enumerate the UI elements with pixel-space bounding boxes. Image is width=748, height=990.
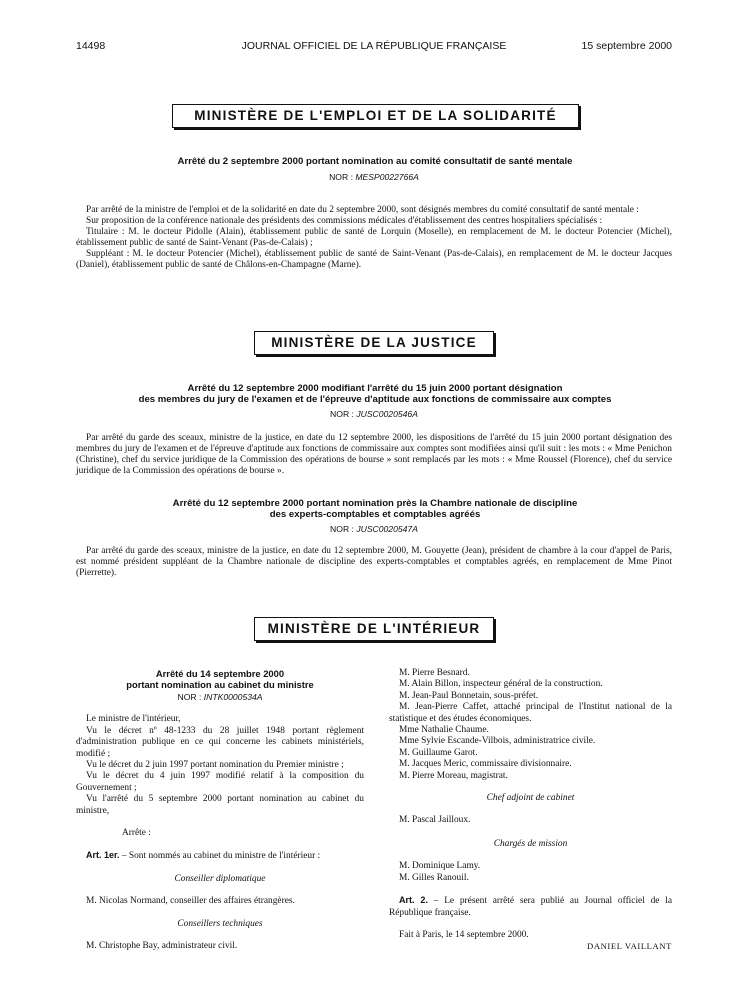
appointee-line: M. Pierre Besnard. bbox=[399, 668, 470, 678]
appointee-line: M. Alain Billon, inspecteur général de la construction. bbox=[399, 679, 603, 690]
arrete-justice-2-title bbox=[30, 498, 720, 520]
visa-line: Le ministre de l'intérieur, bbox=[86, 714, 181, 725]
article-2-text: – Le présent arrêté sera publié au Journal officiel de la République française. bbox=[389, 896, 672, 918]
visa-line: Vu l'arrêté du 5 septembre 2000 portant nomination au cabinet du ministre, bbox=[76, 794, 364, 816]
arrete-title-line: portant nomination au cabinet du ministre bbox=[126, 679, 314, 690]
appointee-line: M. Pierre Moreau, magistrat. bbox=[399, 770, 508, 781]
appointee-line: M. Gilles Ranouil. bbox=[399, 872, 469, 883]
arrete-justice-1-body bbox=[76, 433, 672, 477]
chef-adjoint-heading: Chef adjoint de cabinet bbox=[486, 793, 575, 804]
charges-mission-heading: Chargés de mission bbox=[493, 838, 568, 849]
conseillers-techniques-heading: Conseillers techniques bbox=[177, 918, 263, 929]
nor-code: JUSC0020547A bbox=[356, 524, 418, 534]
paragraph: Titulaire : M. le docteur Pidolle (Alain), établissement public de santé de Lorquin (Moselle), en remplacement de M. le docteur Potencier (Michel), établissement public de santé de Saint-Venant (Pas-de-Calais) ; bbox=[76, 227, 672, 248]
article-1 bbox=[76, 850, 364, 862]
visa-line: Vu le décret du 2 juin 1997 portant nomination du Premier ministre ; bbox=[86, 760, 344, 771]
paragraph: Par arrêté du garde des sceaux, ministre de la justice, en date du 12 septembre 2000, les dispositions de l'arrêté du 15 juin 2000 portant désignation des membres du jury de l'examen et de l'épreuve d'aptitude aux fonctions de commissaire aux comptes sont modifiées ainsi qu'il suit : les mots : « Mme Penichon (Christine), chef du service juridique de la Commission des opérations de bourse » sont remplacés par les mots : « Mme Roussel (Florence), chef du service juridique de la Commission des opérations de bourse ». bbox=[76, 433, 672, 476]
arrete-justice-2-body bbox=[76, 546, 672, 579]
appointee-line: Mme Nathalie Chaume. bbox=[399, 725, 489, 736]
appointee-line: M. Guillaume Garot. bbox=[399, 747, 478, 758]
nor-label: NOR : bbox=[330, 409, 354, 419]
appointee-line: M. Nicolas Normand, conseiller des affaires étrangères. bbox=[86, 896, 295, 907]
title-line: des experts-comptables et comptables agréés bbox=[269, 509, 481, 520]
nor-label: NOR : bbox=[330, 524, 354, 534]
title-line: Arrêté du 12 septembre 2000 portant nomination près la Chambre nationale de discipline bbox=[172, 498, 578, 509]
nor-code: INTK0000534A bbox=[203, 692, 263, 702]
appointee-line: Mme Sylvie Escande-Vilbois, administratrice civile. bbox=[399, 736, 596, 747]
ministry-emploi-heading: MINISTÈRE DE L'EMPLOI ET DE LA SOLIDARITÉ bbox=[172, 104, 579, 128]
arrete-emploi-title: Arrêté du 2 septembre 2000 portant nomination au comité consultatif de santé mentale bbox=[177, 156, 573, 167]
appointee-line: M. Dominique Lamy. bbox=[399, 861, 481, 872]
article-1-label: Art. 1er. bbox=[86, 850, 120, 861]
journal-title: JOURNAL OFFICIEL DE LA RÉPUBLIQUE FRANÇAISE bbox=[241, 40, 507, 52]
arrete-title-line: Arrêté du 14 septembre 2000 bbox=[155, 668, 285, 679]
appointee-line: M. Jacques Meric, commissaire divisionnaire. bbox=[399, 759, 572, 770]
article-1-text: – Sont nommés au cabinet du ministre de l'intérieur : bbox=[121, 851, 321, 862]
paragraph: Sur proposition de la conférence nationale des présidents des commissions médicales d'établissement des centres hospitaliers spécialisés : bbox=[86, 216, 603, 226]
paragraph: Suppléant : M. le docteur Potencier (Michel), établissement public de santé de Saint-Venant (Pas-de-Calais), en remplacement de M. le docteur Jacques (Daniel), établissement public de santé de Châlons-en-Champagne (Marne). bbox=[76, 249, 672, 270]
paragraph: Par arrêté de la ministre de l'emploi et de la solidarité en date du 2 septembre 2000, sont désignés membres du comité consultatif de santé mentale : bbox=[86, 205, 639, 215]
interieur-left-column bbox=[76, 668, 364, 953]
nor-reference bbox=[76, 692, 364, 703]
title-line: Arrêté du 12 septembre 2000 modifiant l'arrêté du 15 juin 2000 portant désignation bbox=[187, 383, 563, 394]
appointee-line: M. Pascal Jailloux. bbox=[399, 815, 471, 826]
fait-line: Fait à Paris, le 14 septembre 2000. bbox=[399, 929, 529, 940]
nor-reference bbox=[0, 409, 748, 419]
appointee-line: M. Jean-Paul Bonnetain, sous-préfet. bbox=[399, 690, 539, 701]
article-2-label: Art. 2. bbox=[399, 895, 428, 906]
visa-line: Vu le décret nº 48-1233 du 28 juillet 1948 portant règlement d'administration publique en ce qui concerne les cabinets ministériels, modifié ; bbox=[76, 725, 364, 759]
arrete-label: Arrête : bbox=[122, 828, 151, 839]
arrete-justice-1-title bbox=[30, 383, 720, 405]
nor-code: MESP0022766A bbox=[355, 172, 419, 182]
interieur-right-column bbox=[389, 668, 672, 953]
issue-date: 15 septembre 2000 bbox=[581, 40, 672, 52]
nor-label: NOR : bbox=[177, 692, 202, 702]
signature: DANIEL VAILLANT bbox=[587, 941, 672, 952]
nor-reference bbox=[0, 172, 748, 182]
visa-line: Vu le décret du 4 juin 1997 modifié relatif à la composition du Gouvernement ; bbox=[76, 771, 364, 793]
ministry-interieur-heading: MINISTÈRE DE L'INTÉRIEUR bbox=[254, 617, 494, 641]
appointee-line: M. Christophe Bay, administrateur civil. bbox=[86, 941, 238, 952]
ministry-justice-heading: MINISTÈRE DE LA JUSTICE bbox=[254, 331, 494, 355]
nor-reference bbox=[0, 524, 748, 534]
title-line: des membres du jury de l'examen et de l'épreuve d'aptitude aux fonctions de commissaire aux comptes bbox=[138, 394, 612, 405]
appointee-line: M. Jean-Pierre Caffet, attaché principal de l'Institut national de la statistique et des études économiques. bbox=[389, 702, 672, 724]
page-number: 14498 bbox=[76, 40, 106, 52]
arrete-emploi-body bbox=[76, 205, 672, 271]
paragraph: Par arrêté du garde des sceaux, ministre de la justice, en date du 12 septembre 2000, M. Gouyette (Jean), président de chambre à la cour d'appel de Paris, est nommé président suppléant de la Chambre nationale de discipline des experts-comptables et comptables agréés, en remplacement de Mme Pinot (Pierrette). bbox=[76, 546, 672, 578]
conseiller-diplomatique-heading: Conseiller diplomatique bbox=[174, 873, 266, 884]
nor-code: JUSC0020546A bbox=[356, 409, 418, 419]
article-2 bbox=[389, 895, 672, 919]
nor-label: NOR : bbox=[329, 172, 353, 182]
